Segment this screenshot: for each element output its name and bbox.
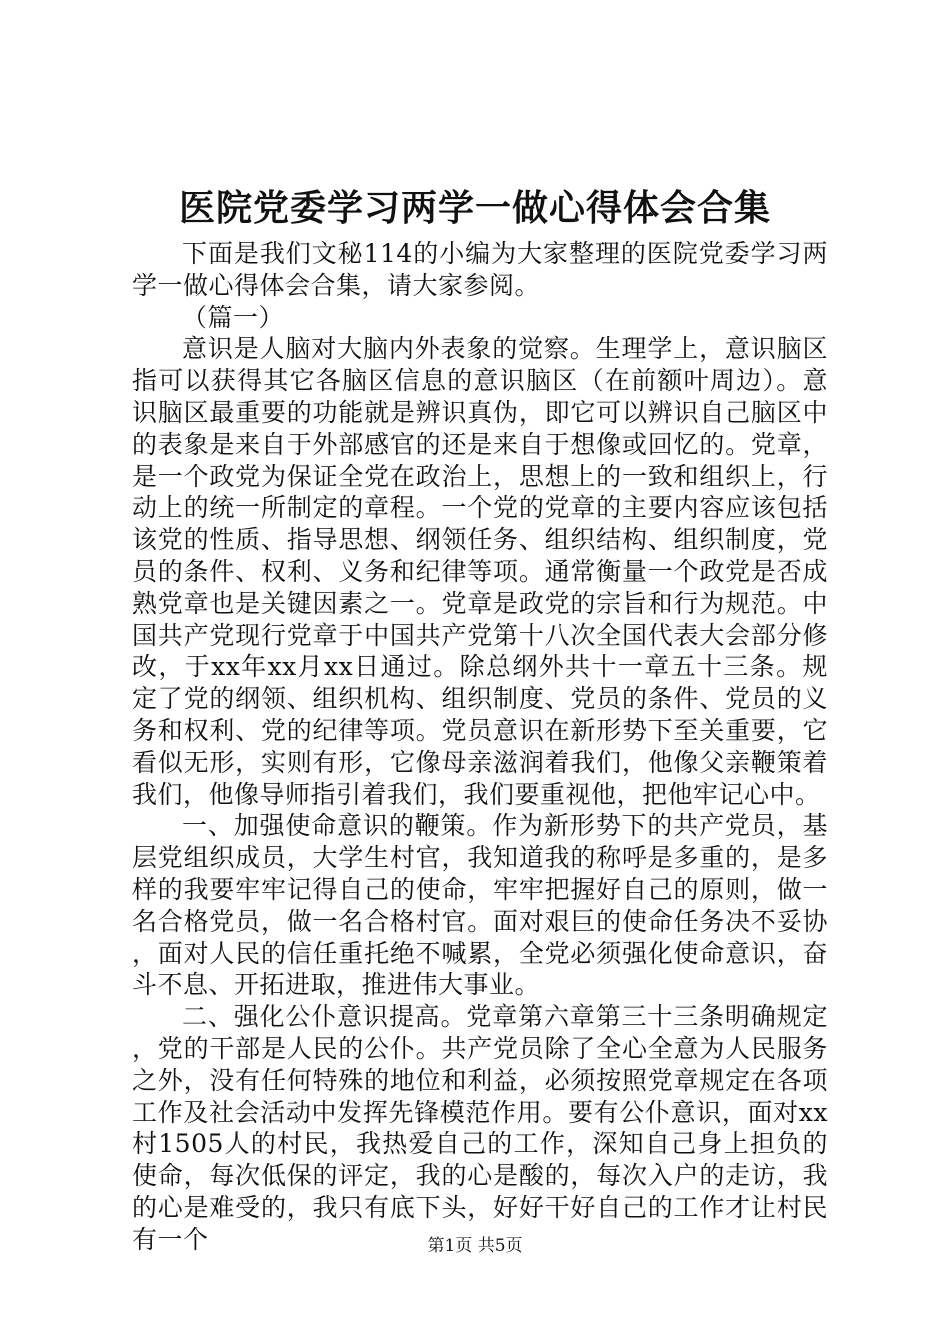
intro-paragraph: 下面是我们文秘114的小编为大家整理的医院党委学习两学一做心得体会合集，请大家参阅。 [132, 239, 828, 300]
section-label: （篇一） [182, 302, 285, 332]
body-paragraph-3: 二、强化公仆意识提高。党章第六章第三十三条明确规定，党的干部是人民的公仆。共产党员除了全心全意为人民服务之外，没有任何特殊的地位和利益，必须按照党章规定在各项工作及社会活动中发挥先锋模范作用。要有公仆意识，面对xx村1505人的村民，我热爱自己的工作，深知自己身上担负的使命，每次低保的评定，我的心是酸的，每次入户的走访，我的心是难受的，我只有底下头，好好干好自己的工作才让村民有一个 [132, 1002, 828, 1254]
body-paragraph-2: 一、加强使命意识的鞭策。作为新形势下的共产党员，基层党组织成员，大学生村官，我知道我的称呼是多重的，是多样的我要牢牢记得自己的使命，牢牢把握好自己的原则，做一名合格党员，做一名合格村官。面对艰巨的使命任务决不妥协，面对人民的信任重托绝不喊累，全党必须强化使命意识，奋斗不息、开拓进取，推进伟大事业。 [132, 811, 828, 1000]
document-title: 医院党委学习两学一做心得体会合集 [178, 187, 771, 229]
body-paragraph-1: 意识是人脑对大脑内外表象的觉察。生理学上，意识脑区指可以获得其它各脑区信息的意识脑区（在前额叶周边）。意识脑区最重要的功能就是辨识真伪，即它可以辨识自己脑区中的表象是来自于外部感官的还是来自于想像或回忆的。党章，是一个政党为保证全党在政治上，思想上的一致和组织上，行动上的统一所制定的章程。一个党的党章的主要内容应该包括该党的性质、指导思想、纲领任务、组织结构、组织制度，党员的条件、权利、义务和纪律等项。通常衡量一个政党是否成熟党章也是关键因素之一。党章是政党的宗旨和行为规范。中国共产党现行党章于中国共产党第十八次全国代表大会部分修改，于xx年xx月xx日通过。除总纲外共十一章五十三条。规定了党的纲领、组织机构、组织制度、党员的条件、党员的义务和权利、党的纪律等项。党员意识在新形势下至关重要，它看似无形，实则有形，它像母亲滋润着我们，他像父亲鞭策着我们，他像导师指引着我们，我们要重视他，把他牢记心中。 [132, 334, 828, 809]
page-footer: 第1页 共5页 [427, 1236, 523, 1256]
document-body [132, 238, 828, 1256]
